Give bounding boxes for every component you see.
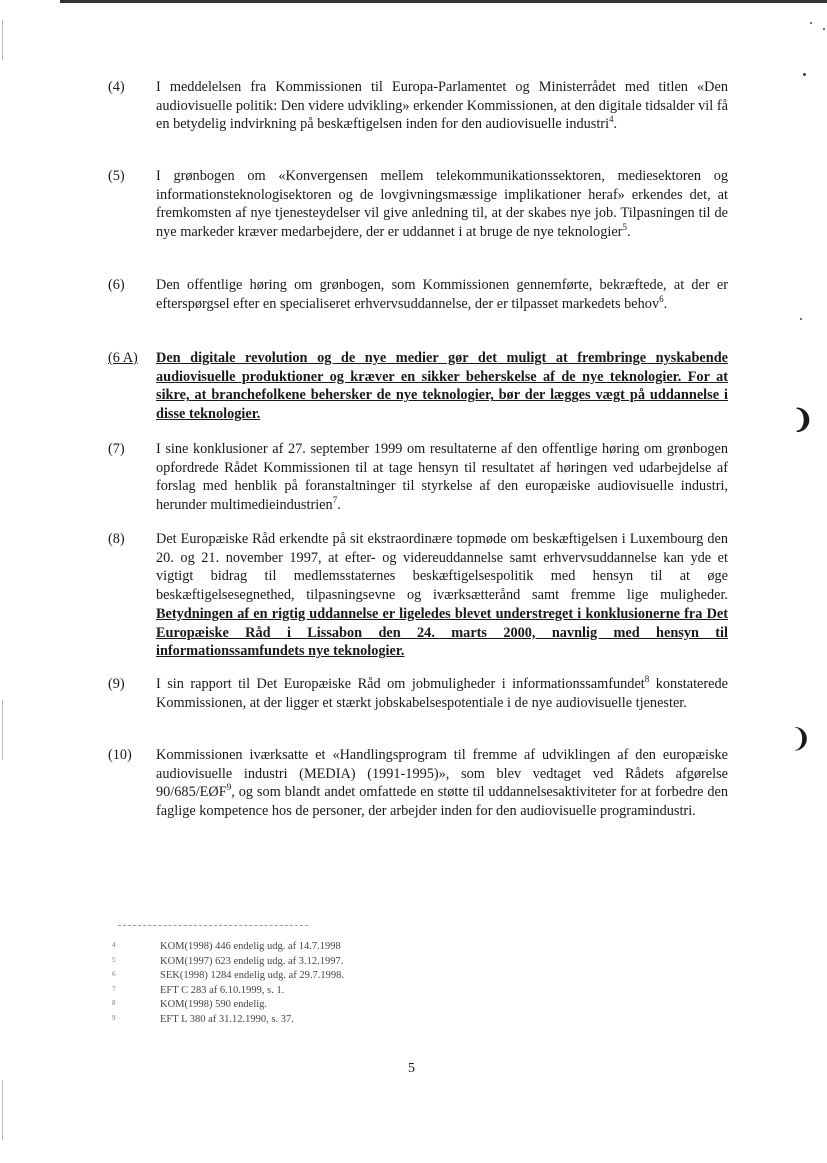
footnote [112,984,532,999]
recital-text-segment: . [613,116,618,133]
recital-text [156,349,728,424]
recital-number: (7) [108,441,125,457]
recital-text [156,440,728,515]
recital-text [156,530,728,661]
recital-text [156,675,728,712]
footnotes [112,940,532,1027]
recital-text-segment: I sin rapport til Det Europæiske Råd om jobmuligheder i informationssamfundet [156,676,645,692]
top-scan-edge [60,0,827,3]
footnote-ref: 9 [226,782,232,793]
footnote [112,1013,532,1028]
recital-number: (6) [108,277,125,293]
footnote-ref: 6 [659,293,664,304]
recital-text-segment: I sine konklusioner af 27. september 1999 om resultaterne af den offentlige høring om grønbogen opfordrede Rådet Kommissionen til at tage hensyn til resultatet af høringen ved udarbejdelse af forslag med henblik på foranstaltninger til styrkelse af den europæiske audiovisuelle industri, herunder multimedieindustrien [156,441,728,514]
footnote-ref: 5 [622,222,627,233]
recital-text-segment: I grønbogen om «Konvergensen mellem telekommunikationssektoren, mediesektoren og informationsteknologisektoren og de lovgivningsmæssige implikationer heraf» erkendes det, at fremkomsten af nye tjenesteydelser vil give anledning til, at der skabes nye job. Tilpasningen til de nye markeder kræver medarbejdere, der er uddannet i at bruge de nye teknologier [156,168,728,241]
recital-number: (10) [108,747,132,763]
footnote-number: 9 [112,1013,116,1022]
footnote-text: KOM(1997) 623 endelig udg. af 3.12.1997. [160,955,344,967]
footnote [112,955,532,970]
recital-text-segment: Det Europæiske Råd erkendte på sit ekstraordinære topmøde om beskæftigelsen i Luxembourg den 20. og 21. november 1997, at efter- og videreuddannelse samt erhvervsuddannelse kan yde et vigtigt bidrag til medlemsstaternes beskæftigelsespolitik med hensyn til at øge beskæftigelsesegnethed, tilpasningsevne og iværksætterånd samt fremme lige muligheder. [156,531,728,604]
recital-5 [108,167,728,242]
footnote-ref: 4 [609,114,614,125]
scan-artifact [2,1080,3,1140]
scan-artifact [2,700,3,760]
footnote-text: SEK(1998) 1284 endelig udg. af 29.7.1998. [160,970,345,981]
recital-text-segment: , og som blandt andet omfattede en støtte til uddannelsesaktiviteter for at forbedre den faglige kompetence hos de personer, der arbejder inden for den audiovisuelle programindustri. [156,784,728,820]
recital-number: (5) [108,168,125,184]
scan-speck [810,22,812,24]
footnote-text: KOM(1998) 590 endelig. [160,999,268,1010]
recital-text-segment: Kommissionen iværksatte et «Handlingsprogram til fremme af udviklingen af den europæiske audiovisuelle industri (MEDIA) (1991-1995)», som blev vedtaget ved Rådets afgørelse 90/685/EØF [156,747,728,801]
recital-text-segment: I meddelelsen fra Kommissionen til Europa-Parlamentet og Ministerrådet med titlen «Den audiovisuelle politik: Den videre udvikling» erkender Kommissionen, at den digitale tidsalder vil få en betydelig indvirkning på beskæftigelsen inden for den audiovisuelle industri [156,79,728,133]
recital-6 [108,276,728,313]
footnote [112,969,532,984]
footnote-number: 6 [112,970,116,978]
footnote-ref: 8 [644,674,650,685]
recital-text-segment: . [663,295,668,312]
binder-hole-mark: ❩ [790,724,812,753]
recital-text-segment: Den offentlige høring om grønbogen, som Kommissionen gennemførte, bekræftede, at der er efterspørgsel efter en specialiseret erhvervsuddannelse, der er tilpasset markedets behov [156,277,728,312]
amendment-text: Betydningen af en rigtig uddannelse er ligeledes blevet understreget i konklusionerne fra Det Europæiske Råd i Lissabon den 24. marts 2000, navnlig med hensyn til informationssamfundets nye teknologier. [156,605,728,660]
recital-text-segment: konstaterede Kommissionen, at der ligger et stærkt jobskabelsespotentiale i de nye audiovisuelle tjenester. [156,676,728,711]
scan-speck [803,73,806,76]
recital-text [156,276,728,313]
recital-7 [108,440,728,515]
footnote-number: 5 [112,955,116,964]
recital-4 [108,78,728,134]
recital-number: (6 A) [108,350,138,366]
recital-text [156,78,728,134]
amendment-text: Den digitale revolution og de nye medier gør det muligt at frembringe nyskabende audiovisuelle produktioner og kræver en sikker beherskelse af de nye teknologier. For at sikre, at branchefolkene behersker de nye teknologier, bør der lægges vægt på uddannelse i disse teknologier. [156,350,728,423]
footnote-number: 4 [112,941,116,949]
footnote-ref: 7 [332,495,338,506]
footnote [112,940,532,955]
scan-speck [823,28,825,30]
recital-9 [108,675,728,712]
page-number: 5 [408,1061,415,1076]
recital-text-segment: . [337,497,341,514]
recital-8 [108,530,728,661]
recital-text [156,746,728,821]
footnote-number: 8 [112,999,116,1007]
recital-6a-amendment [108,349,728,424]
recital-text-segment: . [626,224,631,241]
recital-number: (8) [108,531,125,547]
footnote-text: KOM(1998) 446 endelig udg. af 14.7.1998 [160,941,341,952]
recital-number: (4) [108,79,125,95]
footnote-separator [118,925,308,926]
binder-hole-mark: ❩ [792,405,814,434]
footnote-text: EFT C 283 af 6.10.1999, s. 1. [160,984,285,996]
scan-artifact [2,20,3,60]
recital-text [156,167,728,242]
footnote-number: 7 [112,984,116,993]
recital-number: (9) [108,676,125,692]
recital-10 [108,746,728,821]
footnote-text: EFT L 380 af 31.12.1990, s. 37. [160,1013,294,1025]
scan-speck [800,318,802,320]
footnote [112,998,532,1013]
